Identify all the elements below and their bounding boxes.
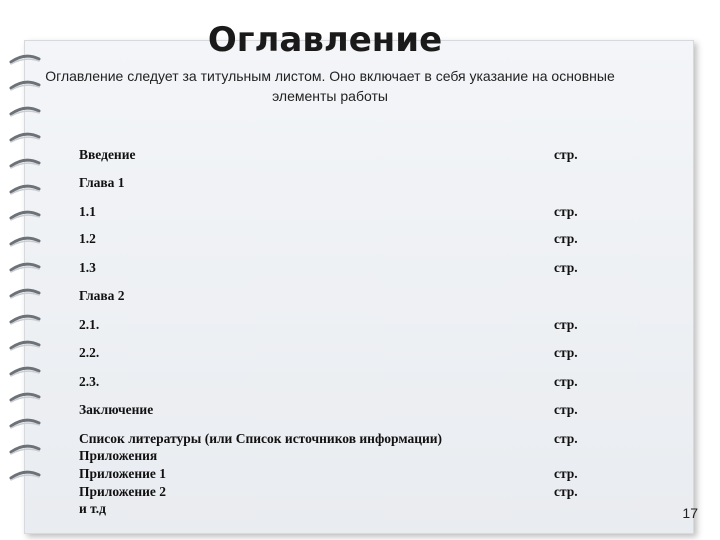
toc-entry: 2.1. bbox=[79, 317, 100, 332]
spiral-ring-icon bbox=[8, 286, 42, 300]
toc-entry: Заключение bbox=[79, 402, 154, 417]
page-title: Оглавление bbox=[207, 20, 443, 60]
spiral-ring-icon bbox=[8, 182, 42, 196]
spiral-ring-icon bbox=[8, 104, 42, 118]
toc-entry: 2.2. bbox=[79, 345, 100, 360]
toc-page-ref: стр. bbox=[554, 231, 578, 246]
spiral-ring-icon bbox=[8, 338, 42, 352]
spiral-ring-icon bbox=[8, 234, 42, 248]
toc-page-ref: стр. bbox=[554, 345, 578, 360]
spiral-ring-icon bbox=[8, 312, 42, 326]
toc-page-ref: стр. bbox=[554, 484, 578, 499]
toc-page-ref: стр. bbox=[554, 431, 578, 446]
spiral-ring-icon bbox=[8, 442, 42, 456]
toc-page-ref: стр. bbox=[554, 402, 578, 417]
page-subtitle: Оглавление следует за титульным листом. Оно включает в себя указание на основные элементы работы bbox=[45, 68, 615, 104]
toc-entry: 1.3 bbox=[79, 260, 96, 275]
toc-page-ref: стр. bbox=[554, 204, 578, 219]
spiral-ring-icon bbox=[8, 416, 42, 430]
toc-page-ref: стр. bbox=[554, 374, 578, 389]
toc-entry: 1.1 bbox=[79, 204, 96, 219]
slide-number: 17 bbox=[682, 505, 698, 521]
toc-entry: Список литературы (или Список источников информации) bbox=[79, 431, 443, 446]
toc-entry: Введение bbox=[79, 147, 136, 162]
toc-entry: 1.2 bbox=[79, 231, 96, 246]
toc-entry: Глава 2 bbox=[79, 288, 125, 303]
spiral-ring-icon bbox=[8, 260, 42, 274]
spiral-binding bbox=[8, 52, 44, 492]
spiral-ring-icon bbox=[8, 130, 42, 144]
toc-page-ref: стр. bbox=[554, 466, 578, 481]
toc-entry: и т.д bbox=[79, 501, 106, 516]
toc-page-ref: стр. bbox=[554, 260, 578, 275]
spiral-ring-icon bbox=[8, 156, 42, 170]
toc-entry: Приложение 1 bbox=[79, 466, 167, 481]
toc-entry: Глава 1 bbox=[79, 175, 125, 190]
spiral-ring-icon bbox=[8, 390, 42, 404]
toc-entry: Приложения bbox=[79, 448, 158, 463]
toc-page-ref: стр. bbox=[554, 147, 578, 162]
table-of-contents bbox=[79, 0, 639, 540]
toc-entry: 2.3. bbox=[79, 374, 100, 389]
spiral-ring-icon bbox=[8, 208, 42, 222]
toc-entry: Приложение 2 bbox=[79, 484, 167, 499]
spiral-ring-icon bbox=[8, 468, 42, 482]
spiral-ring-icon bbox=[8, 364, 42, 378]
toc-page-ref: стр. bbox=[554, 317, 578, 332]
